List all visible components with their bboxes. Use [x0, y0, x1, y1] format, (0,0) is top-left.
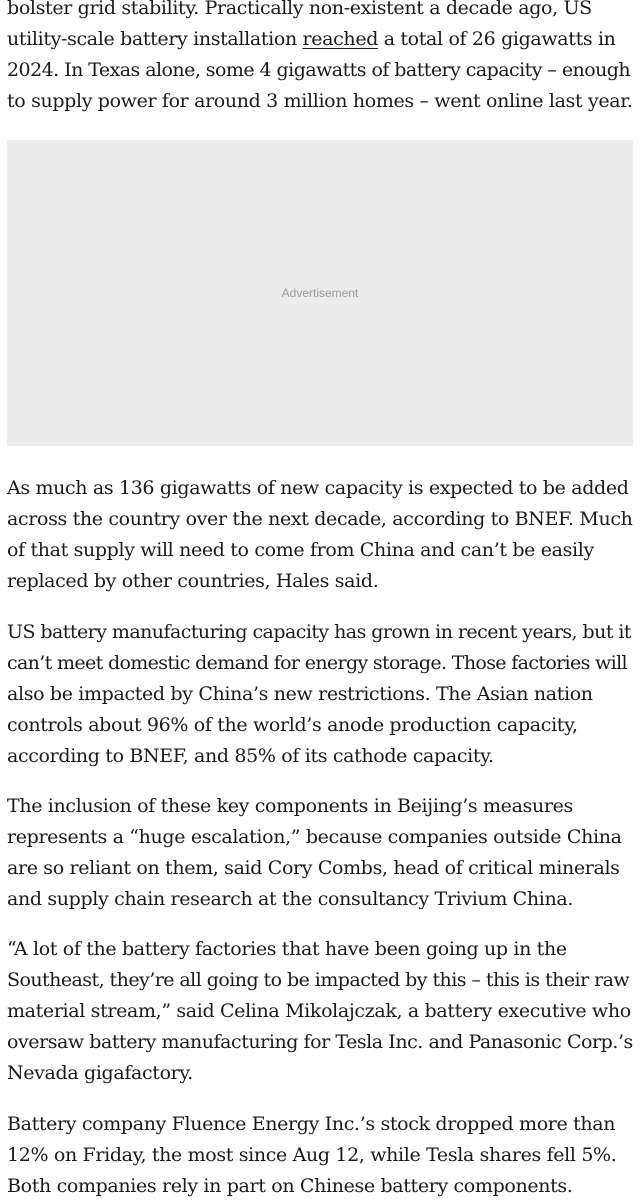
paragraph-line: 2024. In Texas alone, some 4 gigawatts of battery capacity – enough	[7, 59, 631, 81]
paragraph-line: across the country over the next decade, according to BNEF. Much	[7, 508, 633, 530]
paragraph-line: US battery manufacturing capacity has grown in recent years, but it	[7, 621, 632, 643]
paragraph-line: The inclusion of these key components in Beijing’s measures	[7, 795, 573, 817]
paragraph-line: Battery company Fluence Energy Inc.’s stock dropped more than	[7, 1113, 616, 1135]
line-text: utility-scale battery installation	[7, 28, 303, 50]
article-paragraph-quote	[7, 934, 633, 1089]
article-paragraph-battery-installation	[7, 0, 633, 117]
paragraph-line: also be impacted by China’s new restrictions. The Asian nation	[7, 683, 593, 705]
paragraph-line	[7, 24, 633, 55]
paragraph-line: of that supply will need to come from China and can’t be easily	[7, 539, 594, 561]
article-paragraph-escalation	[7, 791, 633, 915]
paragraph-line: Both companies rely in part on Chinese battery components.	[7, 1175, 573, 1197]
paragraph-line: 12% on Friday, the most since Aug 12, while Tesla shares fell 5%.	[7, 1144, 617, 1166]
paragraph-line: material stream,” said Celina Mikolajczak, a battery executive who	[7, 1000, 631, 1022]
paragraph-line: represents a “huge escalation,” because companies outside China	[7, 826, 622, 848]
article-paragraph-new-capacity	[7, 473, 633, 597]
paragraph-line: controls about 96% of the world’s anode production capacity,	[7, 714, 578, 736]
paragraph-line: As much as 136 gigawatts of new capacity is expected to be added	[7, 477, 629, 499]
paragraph-line: bolster grid stability. Practically non-existent a decade ago, US	[7, 0, 592, 19]
paragraph-line: “A lot of the battery factories that have been going up in the	[7, 938, 567, 960]
paragraph-line: and supply chain research at the consultancy Trivium China.	[7, 888, 574, 910]
reached-link[interactable]: reached	[302, 28, 379, 50]
paragraph-line: Southeast, they’re all going to be impacted by this – this is their raw	[7, 969, 630, 991]
article-paragraph-manufacturing	[7, 617, 633, 772]
line-text: a total of 26 gigawatts in	[378, 28, 616, 50]
paragraph-line: to supply power for around 3 million homes – went online last year.	[7, 90, 633, 112]
paragraph-line: can’t meet domestic demand for energy storage. Those factories will	[7, 652, 627, 674]
paragraph-line: according to BNEF, and 85% of its cathode capacity.	[7, 745, 494, 767]
advertisement-label: Advertisement	[281, 286, 359, 300]
paragraph-line: replaced by other countries, Hales said.	[7, 570, 379, 592]
paragraph-line: are so reliant on them, said Cory Combs, head of critical minerals	[7, 857, 620, 879]
advertisement-slot[interactable]	[7, 140, 633, 446]
article-paragraph-stocks	[7, 1109, 633, 1202]
paragraph-line: Nevada gigafactory.	[7, 1062, 193, 1084]
paragraph-line: oversaw battery manufacturing for Tesla Inc. and Panasonic Corp.’s	[7, 1031, 633, 1053]
